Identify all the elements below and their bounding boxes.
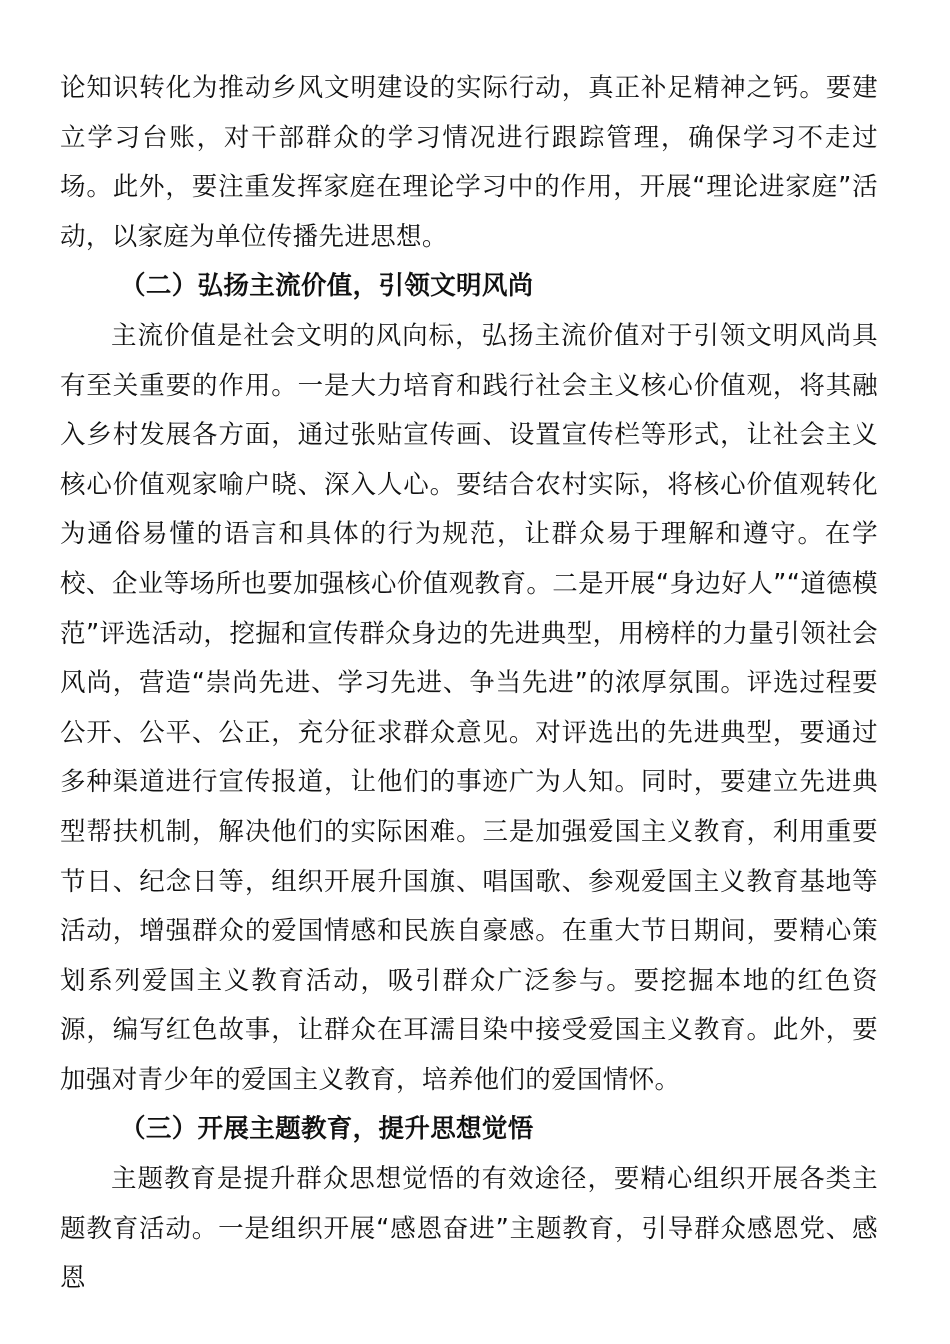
section-heading-3: （三）开展主题教育，提升思想觉悟 <box>120 1114 534 1145</box>
document-body <box>60 64 878 1304</box>
paragraph-theme-education: 主题教育是提升群众思想觉悟的有效途径，要精心组织开展各类主题教育活动。一是组织开展“感恩奋进”主题教育，引导群众感恩党、感恩 <box>60 1164 878 1294</box>
paragraph-mainstream-values: 主流价值是社会文明的风向标，弘扬主流价值对于引领文明风尚具有至关重要的作用。一是大力培育和践行社会主义核心价值观，将其融入乡村发展各方面，通过张贴宣传画、设置宣传栏等形式，让社会主义核心价值观家喻户晓、深入人心。要结合农村实际，将核心价值观转化为通俗易懂的语言和具体的行为规范，让群众易于理解和遵守。在学校、企业等场所也要加强核心价值观教育。二是开展“身边好人”“道德模范”评选活动，挖掘和宣传群众身边的先进典型，用榜样的力量引领社会风尚，营造“崇尚先进、学习先进、争当先进”的浓厚氛围。评选过程要公开、公平、公正，充分征求群众意见。对评选出的先进典型，要通过多种渠道进行宣传报道，让他们的事迹广为人知。同时，要建立先进典型帮扶机制，解决他们的实际困难。三是加强爱国主义教育，利用重要节日、纪念日等，组织开展升国旗、唱国歌、参观爱国主义教育基地等活动，增强群众的爱国情感和民族自豪感。在重大节日期间，要精心策划系列爱国主义教育活动，吸引群众广泛参与。要挖掘本地的红色资源，编写红色故事，让群众在耳濡目染中接受爱国主义教育。此外，要加强对青少年的爱国主义教育，培养他们的爱国情怀。 <box>60 320 878 1095</box>
section-heading-2: （二）弘扬主流价值，引领文明风尚 <box>120 271 534 302</box>
paragraph-continued-theory-study: 论知识转化为推动乡风文明建设的实际行动，真正补足精神之钙。要建立学习台账，对干部群众的学习情况进行跟踪管理，确保学习不走过场。此外，要注重发挥家庭在理论学习中的作用，开展“理论进家庭”活动，以家庭为单位传播先进思想。 <box>60 73 878 252</box>
